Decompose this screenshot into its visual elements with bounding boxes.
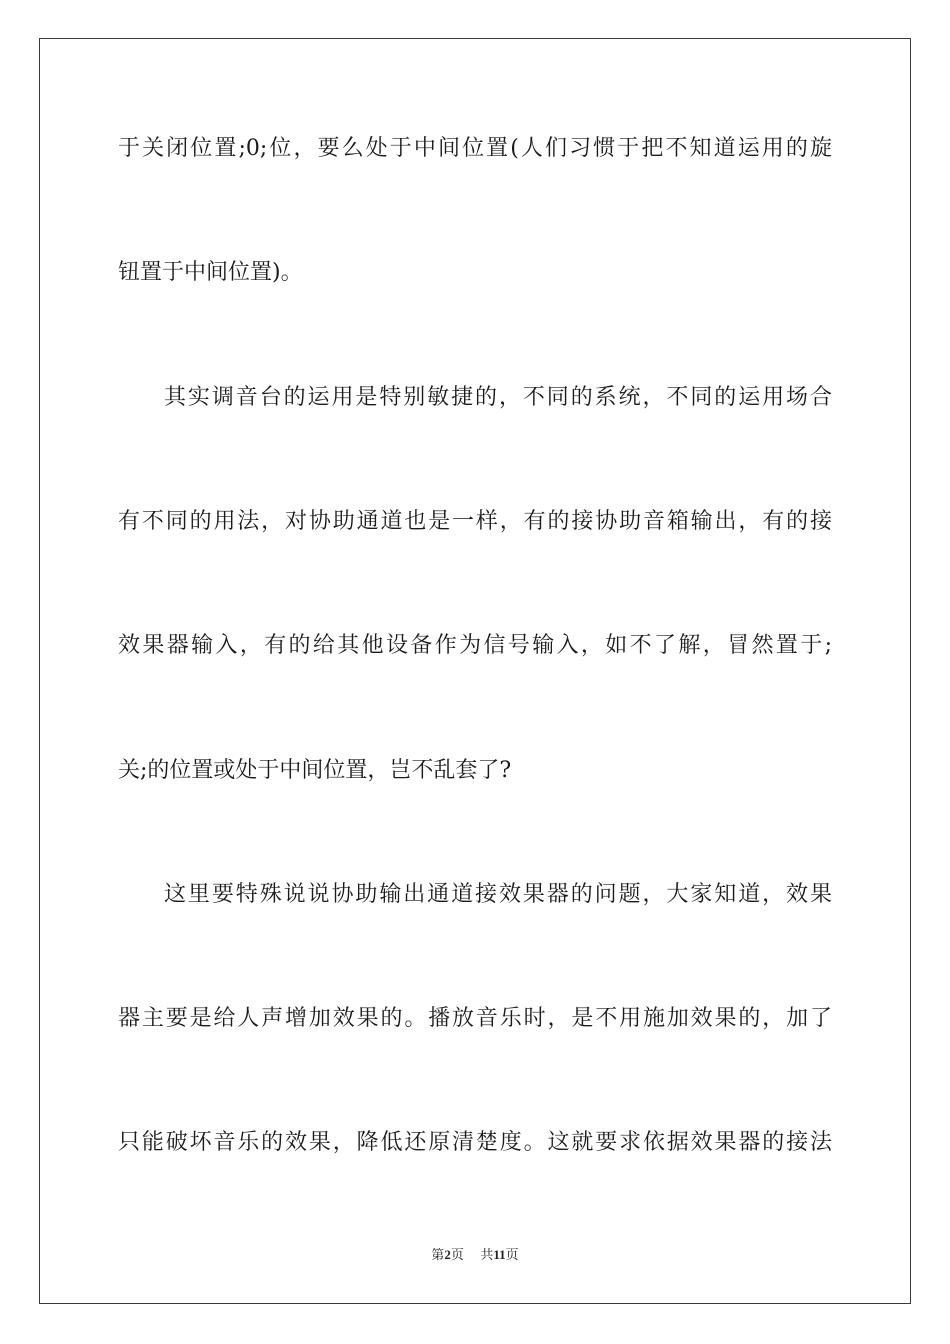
body-text-line-4: 有不同的用法，对协助通道也是一样，有的接协助音箱输出，有的接 (118, 509, 832, 534)
body-text-line-7: 这里要特殊说说协助输出通道接效果器的问题，大家知道，效果 (164, 882, 832, 907)
body-text-line-5: 效果器输入，有的给其他设备作为信号输入，如不了解，冒然置于; (118, 633, 832, 658)
body-text-line-8: 器主要是给人声增加效果的。播放音乐时，是不用施加效果的，加了 (118, 1006, 832, 1031)
total-prefix: 共 (480, 1248, 494, 1263)
page-border (39, 38, 911, 1304)
body-text-line-9: 只能破坏音乐的效果，降低还原清楚度。这就要求依据效果器的接法 (118, 1130, 832, 1155)
page-prefix: 第 (431, 1248, 445, 1263)
total-pages: 11 (493, 1247, 506, 1262)
body-text-line-3: 其实调音台的运用是特别敏捷的，不同的系统，不同的运用场合 (164, 385, 832, 410)
page-suffix: 页 (450, 1248, 464, 1263)
body-text-line-2: 钮置于中间位置)。 (118, 260, 303, 285)
body-text-line-6: 关;的位置或处于中间位置，岂不乱套了? (118, 758, 512, 783)
total-suffix: 页 (505, 1248, 519, 1263)
body-text-line-1: 于关闭位置;0;位，要么处于中间位置(人们习惯于把不知道运用的旋 (118, 136, 832, 161)
page-footer (0, 1247, 950, 1264)
page-number: 2 (444, 1247, 451, 1262)
